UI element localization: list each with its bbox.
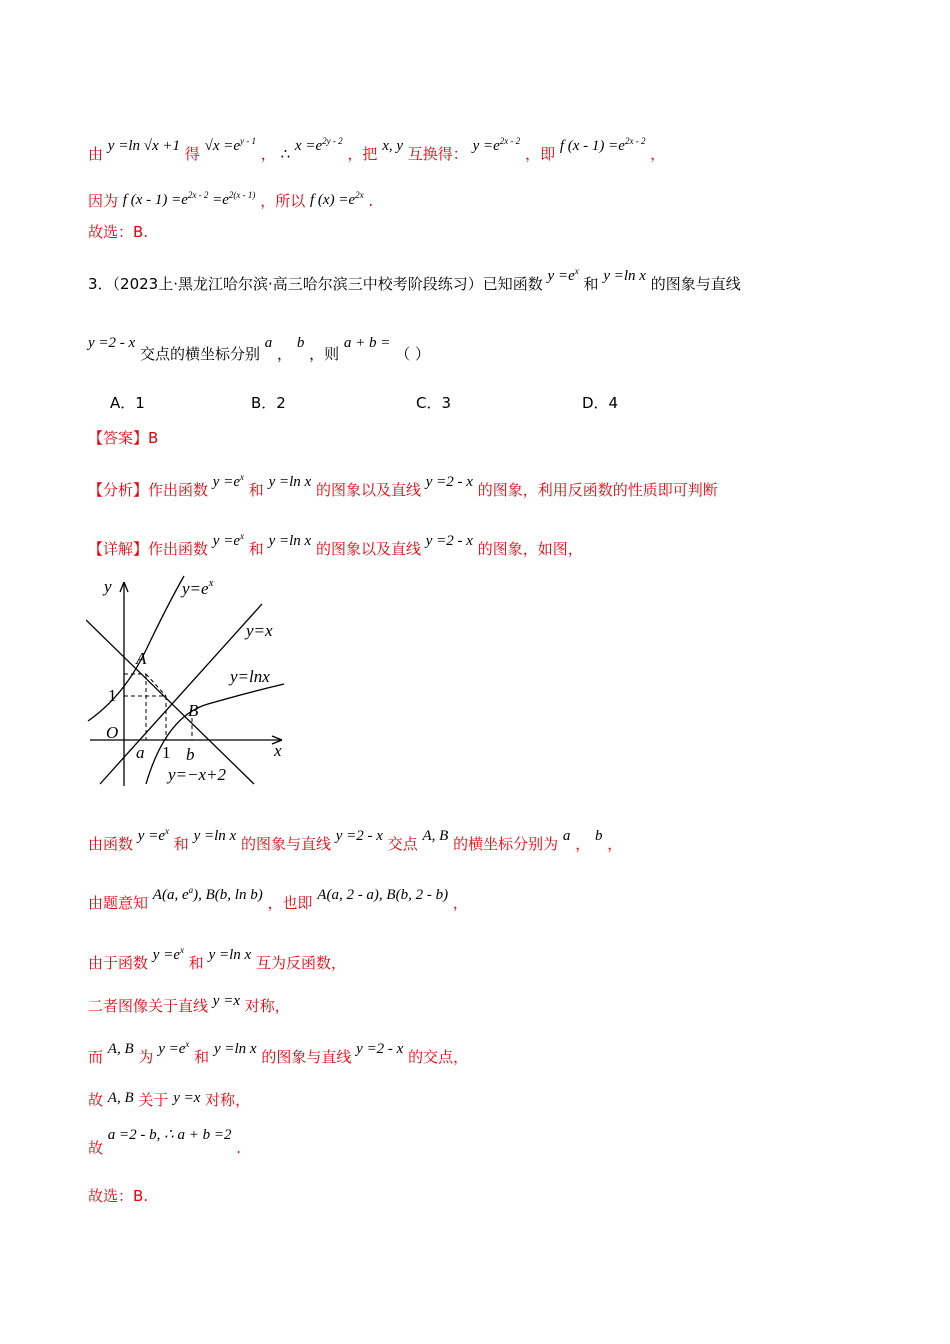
question-3-line-1: 3．（2023上·黑龙江哈尔滨·高三哈尔滨三中校考阶段练习）已知函数 $y =e^x$ 和 y =ln x 的图象与直线 [88, 266, 741, 293]
option-a[interactable]: A．1 [110, 394, 145, 412]
neg-line-label: y=−x+2 [168, 765, 227, 784]
b-label: b [186, 745, 195, 764]
step-2: 由题意知 A(a, $e^a$), B(b, ln b) ，也即 A(a, 2 - a), B(b, 2 - b) ， [88, 885, 468, 912]
options-row [110, 393, 810, 413]
solution-line-1: 由 y =ln √x +1 得 $√x =e^{y - 1}$ ， ∴ $x =e^{2y - 2}$ ，把 x, y 互换得： $y =e^{2x - 2}$ ，即 f $(x - 1) =e^{2x - 2}$ ， [88, 136, 666, 163]
a-label: a [136, 743, 145, 762]
answer-label: 【答案】B [88, 429, 159, 447]
option-c[interactable]: C．3 [416, 394, 452, 412]
step-7: 故 a =2 - b, ∴ a + b =2 . [88, 1127, 242, 1157]
x-axis-label: x [274, 741, 282, 760]
choice-conclusion-1: 故选：B. [88, 223, 149, 241]
function-graph-figure [86, 572, 296, 792]
solution-line-2: 因为 f $(x - 1) =e^{2x - 2} =e^{2(x - 1)}$ ，所以 f $(x) =e^{2x}$ . [88, 190, 374, 210]
math-x-exp: $x =e^{2y - 2}$ [294, 136, 343, 154]
exp-curve-label: $y=e^x$ [182, 577, 214, 598]
question-3-line-2: y =2 - x 交点的横坐标分别 a ， b ，则 a + b = （ ） [88, 335, 430, 363]
x-one-label: 1 [162, 743, 171, 762]
math-y-ln-sqrt: y =ln √x +1 [107, 138, 181, 154]
math-f-identity: f $(x - 1) =e^{2x - 2} =e^{2(x - 1)}$ [122, 190, 256, 208]
step-4: 二者图像关于直线 y =x 对称， [88, 993, 290, 1015]
ln-label: y=lnx [230, 667, 270, 686]
step-1: 由函数 $y =e^x$ 和 y =ln x 的图象与直线 y =2 - x 交点 A, B 的横坐标分别为 a ， b ， [88, 826, 623, 853]
math-f-x-minus-1: f $(x - 1) =e^{2x - 2}$ [559, 136, 646, 154]
y-axis-label: y [104, 577, 112, 596]
step-3: 由于函数 $y =e^x$ 和 y =ln x 互为反函数， [88, 945, 346, 972]
origin-label: O [106, 723, 119, 742]
detail-line: 【详解】作出函数 $y =e^x$ 和 y =ln x 的图象以及直线 y =2 - x 的图象，如图， [88, 531, 583, 558]
math-ln-func: y =ln x [603, 268, 646, 284]
math-a: a [264, 335, 273, 351]
point-b-label: B [188, 701, 199, 720]
therefore-symbol: ∴ [280, 145, 291, 163]
point-a-label: A [136, 649, 147, 668]
y-one-label: 1 [108, 686, 117, 705]
identity-label: y=x [246, 621, 273, 640]
math-a-plus-b: a + b = [343, 335, 391, 351]
math-y-exp: $y =e^{2x - 2}$ [472, 136, 521, 154]
math-f-result: f $(x) =e^{2x}$ [310, 190, 364, 208]
math-sqrt-x-exp: $√x =e^{y - 1}$ [204, 136, 257, 154]
analysis-line: 【分析】作出函数 $y =e^x$ 和 y =ln x 的图象以及直线 y =2 - x 的图象，利用反函数的性质即可判断 [88, 472, 718, 499]
step-6: 故 A, B 关于 y =x 对称， [88, 1090, 251, 1109]
math-line: y =2 - x [88, 335, 136, 351]
option-d[interactable]: D．4 [582, 394, 619, 412]
option-b[interactable]: B．2 [251, 394, 286, 412]
math-b: b [296, 335, 305, 351]
dashed-guides [124, 674, 192, 740]
choice-conclusion-2: 故选：B. [88, 1187, 149, 1205]
math-x-y: x, y [382, 138, 404, 154]
math-exp-func: $y =e^x$ [547, 266, 579, 284]
step-5: 而 A, B 为 $y =e^x$ 和 y =ln x 的图象与直线 y =2 - x 的交点， [88, 1039, 469, 1066]
